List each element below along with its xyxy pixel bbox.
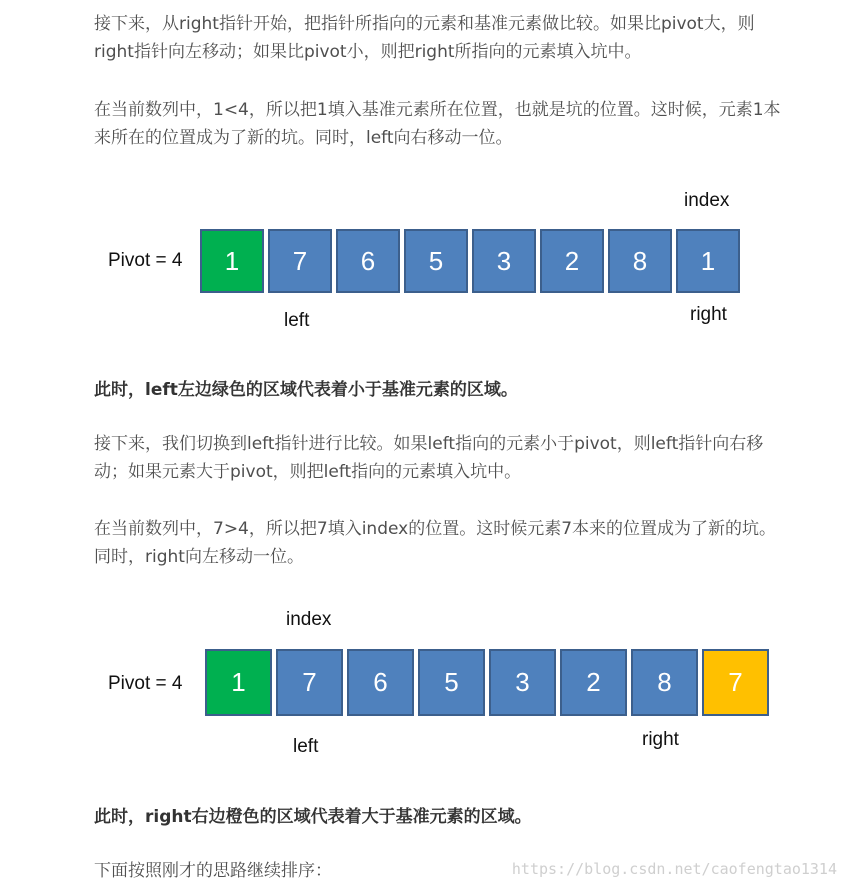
- array-cell: 2: [540, 229, 604, 293]
- index-label: index: [286, 609, 332, 630]
- paragraph-orange-region-note: 此时，right右边橙色的区域代表着大于基准元素的区域。: [94, 807, 532, 827]
- array-cell: 3: [472, 229, 536, 293]
- array-cell: 1: [676, 229, 740, 293]
- array-cell: 6: [336, 229, 400, 293]
- array-cell: 1: [200, 229, 264, 293]
- watermark: https://blog.csdn.net/caofengtao1314: [511, 860, 837, 878]
- pivot-label: Pivot = 4: [108, 250, 183, 271]
- paragraph-continue-sorting: 下面按照刚才的思路继续排序：: [94, 861, 332, 881]
- array-cell: 5: [418, 649, 485, 716]
- array-cell: 6: [347, 649, 414, 716]
- paragraph-right-pointer-intro: 接下来，从right指针开始，把指针所指向的元素和基准元素做比较。如果比pivot大，则right指针向左移动；如果比pivot小，则把right所指向的元素填入坑中。: [94, 14, 755, 62]
- paragraph-left-pointer-intro: 接下来，我们切换到left指针进行比较。如果left指向的元素小于pivot，则left指针向右移动；如果元素大于pivot，则把left指向的元素填入坑中。: [94, 434, 764, 482]
- array-cell: 7: [268, 229, 332, 293]
- paragraph-green-region-note: 此时，left左边绿色的区域代表着小于基准元素的区域。: [94, 380, 518, 400]
- right-pointer-label: right: [642, 729, 679, 750]
- array-cell: 2: [560, 649, 627, 716]
- right-pointer-label: right: [690, 304, 727, 325]
- array-cell: 1: [205, 649, 272, 716]
- left-pointer-label: left: [284, 310, 310, 331]
- array-cell: 8: [631, 649, 698, 716]
- left-pointer-label: left: [293, 736, 319, 757]
- paragraph-second-swap: 在当前数列中，7>4，所以把7填入index的位置。这时候元素7本来的位置成为了新的坑。同时，right向左移动一位。: [94, 519, 777, 567]
- array-diagram-1: [100, 180, 780, 340]
- index-label: index: [684, 190, 730, 211]
- array-cell: 5: [404, 229, 468, 293]
- paragraph-first-swap: 在当前数列中，1<4，所以把1填入基准元素所在位置，也就是坑的位置。这时候，元素1本来所在的位置成为了新的坑。同时，left向右移动一位。: [94, 100, 781, 148]
- array-cell: 3: [489, 649, 556, 716]
- array-cell: 7: [276, 649, 343, 716]
- array-cell: 8: [608, 229, 672, 293]
- pivot-label: Pivot = 4: [108, 673, 183, 694]
- array-diagram-2: [100, 600, 780, 770]
- array-cell: 7: [702, 649, 769, 716]
